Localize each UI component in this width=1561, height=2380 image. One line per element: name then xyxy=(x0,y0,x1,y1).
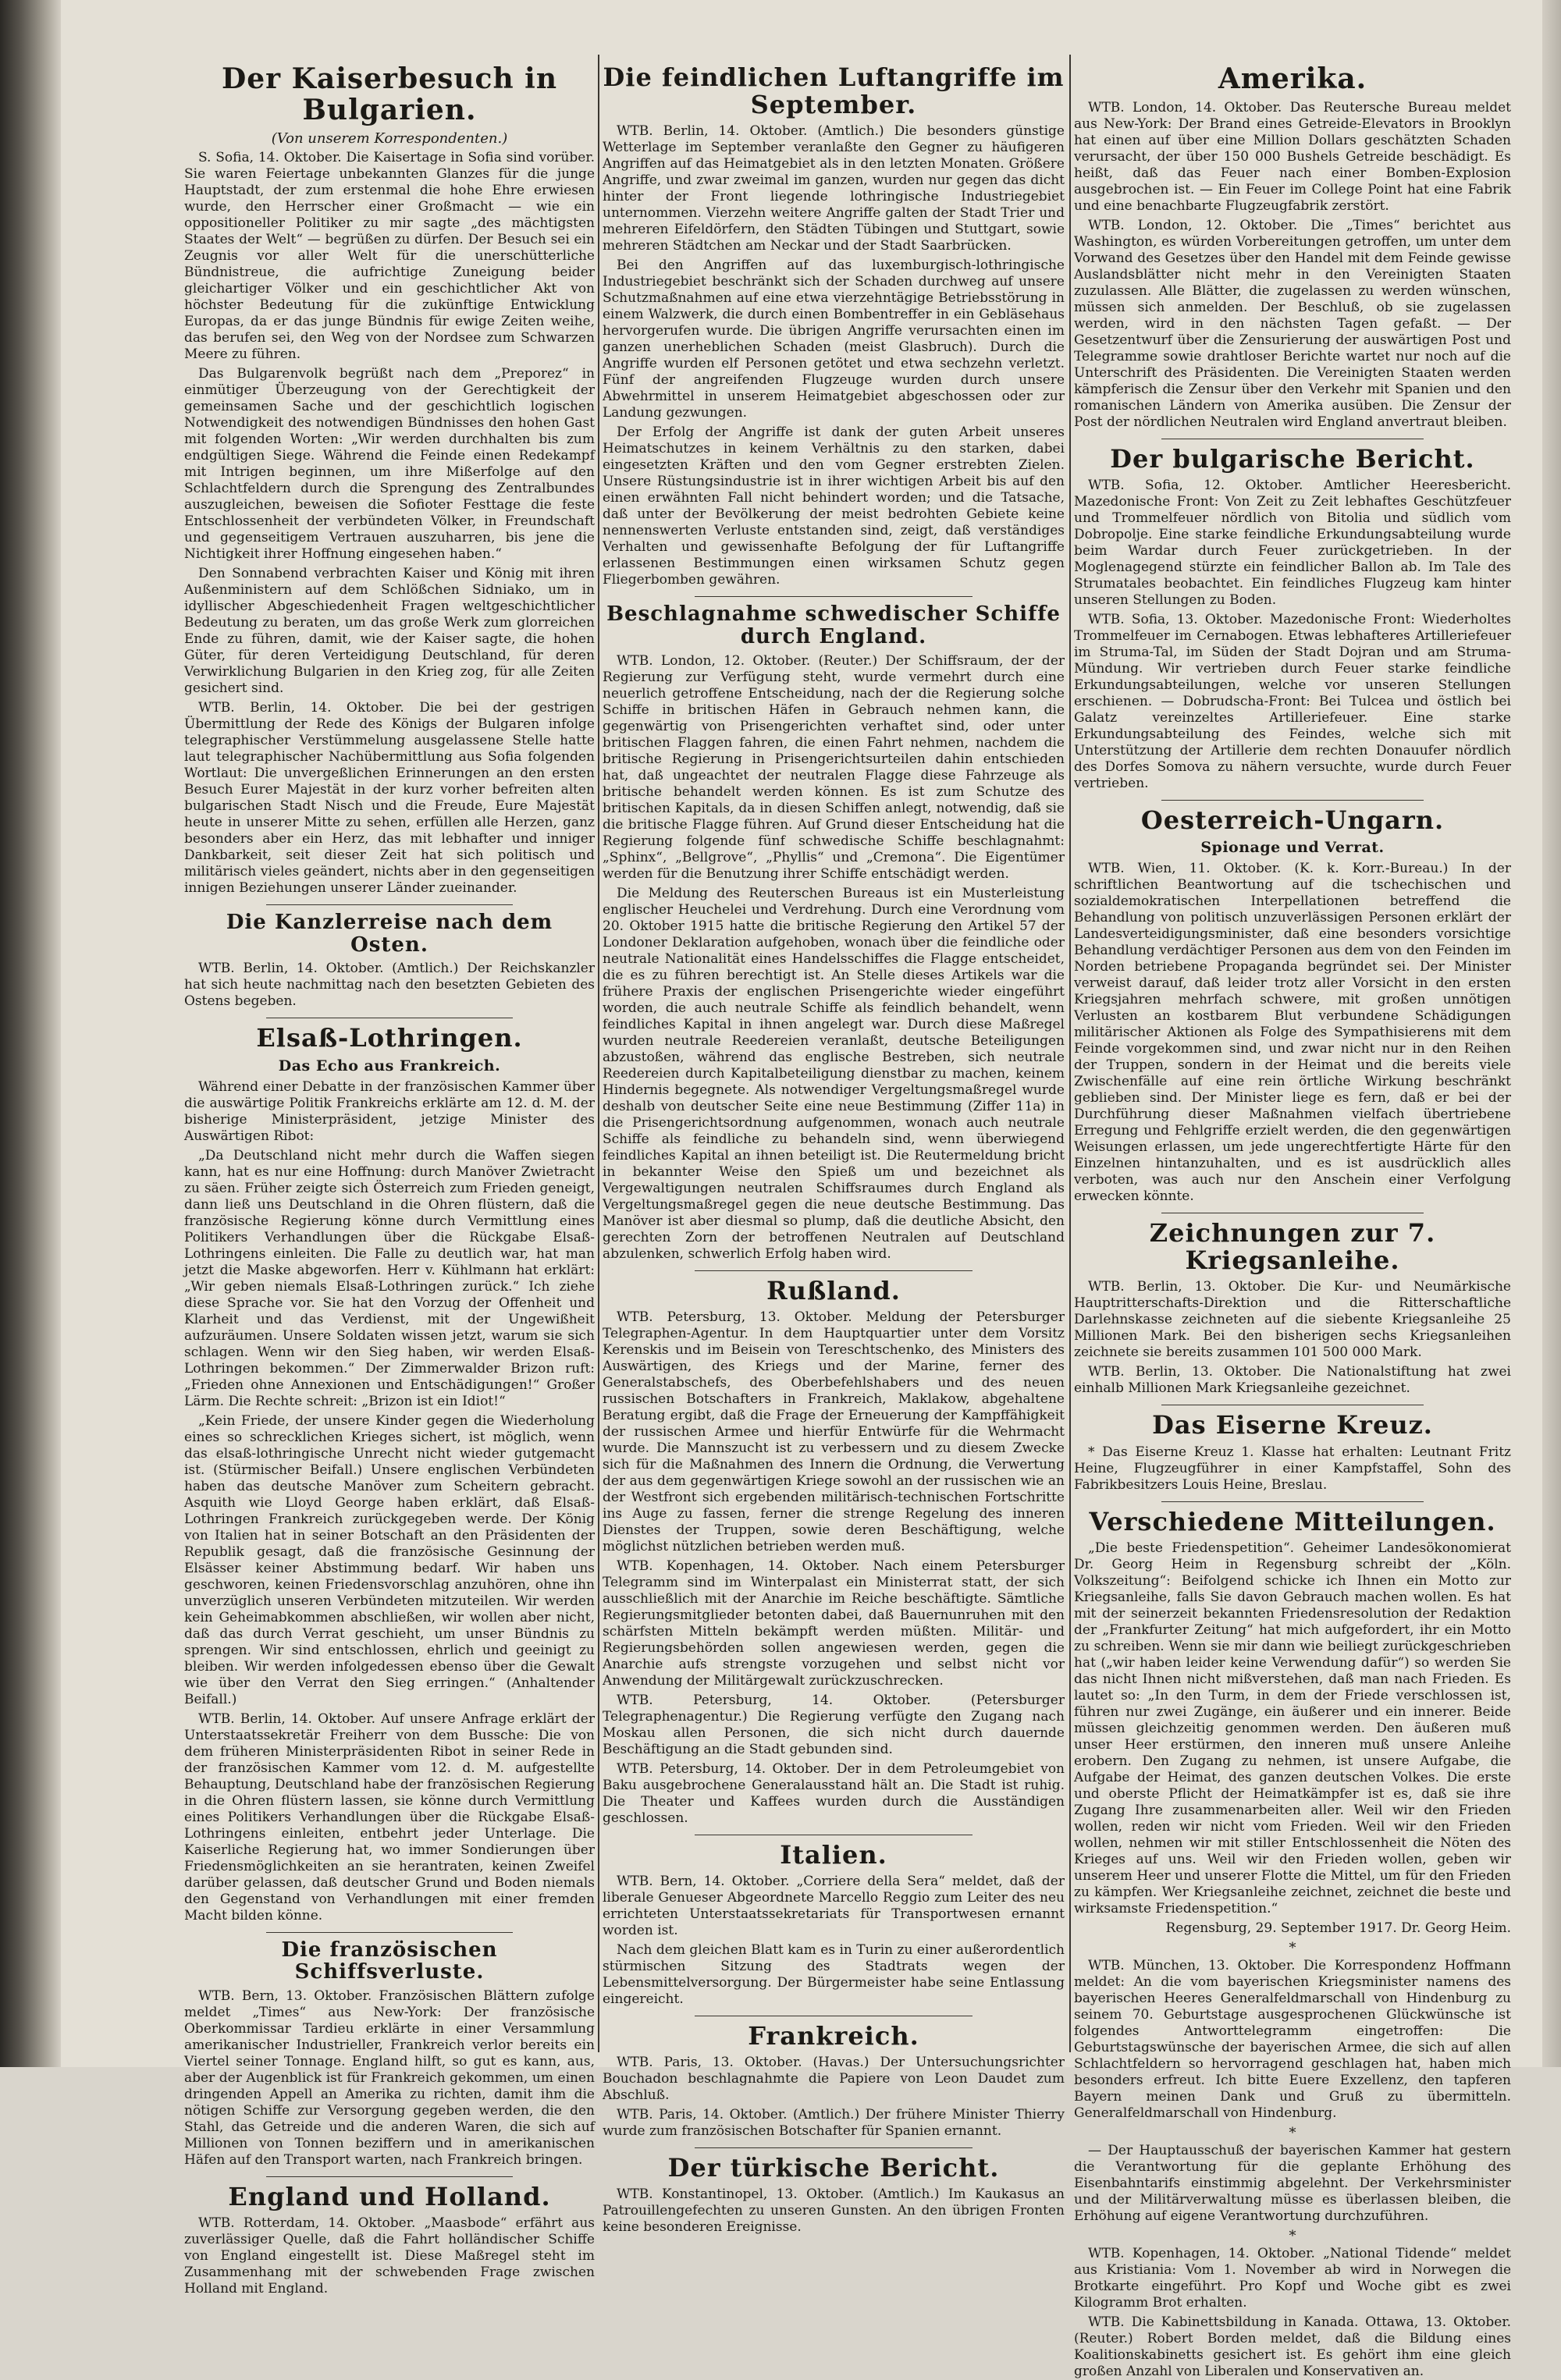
article-divider xyxy=(1161,1501,1424,1502)
star-separator: * xyxy=(1289,2124,1296,2141)
page-edge xyxy=(1542,0,1561,2067)
article-amerika xyxy=(1074,64,1511,431)
article-beschlagnahme xyxy=(603,603,1065,1262)
article-italien xyxy=(603,1839,1065,2008)
paragraph: WTB. Bern, 13. Oktober. Französischen Blättern zufolge meldet „Times“ aus New-York: Der französische Oberkommissar Tardieu erklärte in einer Versammlung amerikanischer Industrieller, Frankreich verlor bereits ein Viertel seiner Tonnage. England hilft, so gut es kann, aus, aber der Augenblick ist für Frankreich gekommen, um einen dringenden Appell an Amerika zu richten, damit ihm die nötigen Schiffe zur Versorgung gegeben werden, die den Stahl, das Getreide und die anderen Waren, die sich auf Millionen von Tonnen beziffern und in amerikanischen Häfen auf den Transport warten, nach Frankreich bringen. xyxy=(184,1987,595,2168)
paragraph: Das Bulgarenvolk begrüßt nach dem „Preporez“ in einmütiger Überzeugung von der Gerechtigkeit der gemeinsamen Sache und der geschichtlich logischen Notwendigkeit des notwendigen Bündnisses den hohen Gast mit folgenden Worten: „Wir werden durchhalten bis zum endgültigen Siege. Während die Feinde einen Redekampf mit Intrigen beginnen, um ihre Mißerfolge auf den Schlachtfeldern durch die Sprengung des Zentralbundes auszugleichen, beweisen die Sofioter Festtage die feste Entschlossenheit der verbündeten Völker, in Freundschaft und gegenseitigem Vertrauen auszuharren, bis jene die Nichtigkeit ihrer Hoffnung eingesehen haben.“ xyxy=(184,366,595,563)
article-heading: Der türkische Bericht. xyxy=(667,2153,1000,2183)
article-england-holland xyxy=(184,2183,595,2297)
paragraph: WTB. Berlin, 14. Oktober. Auf unsere Anfrage erklärt der Unterstaatssekretär Freiherr von dem Bussche: Die von dem früheren Ministerpräsidenten Ribot in seiner Rede in der französischen Kammer vom 12. d. M. aufgestellte Behauptung, Deutschland habe der französischen Regierung in die Ohren flüstern lassen, sie könne durch Vermittlung eines Politikers Verhandlungen über die Rückgabe Elsaß-Lothringens einleiten, entbehrt jeder Unterlage. Die Kaiserliche Regierung hat, wo immer Sondierungen über Friedensmöglichkeiten an sie herantraten, keinen Zweifel darüber gelassen, daß deutscher Grund und Boden niemals den Gegenstand von Verhandlungen mit einer fremden Macht bilden könne. xyxy=(184,1710,595,1924)
paragraph: WTB. Sofia, 13. Oktober. Mazedonische Front: Wiederholtes Trommelfeuer im Cernabogen. Etwas lebhafteres Artilleriefeuer im Struma-Tal, im Süden der Stadt Dojran und am Struma-Mündung. Wir vertrieben durch Feuer starke feindliche Erkundungsabteilungen, welche vor unseren Stellungen erschienen. — Dobrudscha-Front: Bei Tulcea und östlich bei Galatz vereinzeltes Artilleriefeuer. Eine starke Erkundungsabteilung des Feindes, welche sich mit Unterstützung der Artillerie dem rechten Donauufer nördlich des Dorfes Somova zu nähern versuchte, wurde durch Feuer vertrieben. xyxy=(1074,611,1511,791)
article-eisernes-kreuz xyxy=(1074,1412,1511,1493)
article-heading: England und Holland. xyxy=(228,2181,551,2211)
paragraph: WTB. London, 12. Oktober. (Reuter.) Der Schiffsraum, der der Regierung zur Verfügung steht, wurde vermehrt durch eine neuerlich getroffene Entscheidung, nach der die Regierung solche Schiffe in britischen Häfen in Gebrauch nehmen kann, die gegenwärtig von Prisengerichten verhaftet sind, oder unter britischen Flaggen fahren, die einen Fahrt nehmen, nachdem die britische Regierung in Prisengerichtsurteilen dahin entschieden hat, daß ungeachtet der neutralen Flagge diese Fahrzeuge als britische behandelt werden können. Es ist zum Schutze des britischen Kapitals, da in diesen Schiffen anlegt, notwendig, daß sie die britische Flagge führen. Auf Grund dieser Entscheidung hat die Regierung folgende fünf schwedische Schiffe beschlagnahmt: „Sphinx“, „Bellgrove“, „Phyllis“ und „Cremona“. Die Eigentümer werden für die Benutzung ihrer Schiffe entschädigt werden. xyxy=(603,652,1065,882)
star-separator: * xyxy=(1289,2227,1296,2244)
paragraph: — Der Hauptausschuß der bayerischen Kammer hat gestern die Verantwortung für die geplante Erhöhung des Eisenbahntarifs einstimmig abgelehnt. Der Verkehrsminister und der Militärverwaltung müsse es überlassen bleiben, die Erhöhung auf eigene Verantwortung durchzuführen. xyxy=(1074,2142,1511,2224)
paragraph: Den Sonnabend verbrachten Kaiser und König mit ihren Außenministern auf dem Schlößchen Sidniako, um in idyllischer Abgeschiedenheit Fragen weltgeschichtlicher Bedeutung zu beraten, um das große Werk zum glorreichen Ende zu führen, damit, wie der Kaiser sagte, die hohen Güter, für deren Verteidigung Deutschland, für deren Verwirklichung Bulgarien in den Krieg zog, für alle Zeiten gesichert sind. xyxy=(184,566,595,697)
article-luftangriffe xyxy=(603,64,1065,588)
article-divider xyxy=(266,1932,513,1933)
article-bulgarischer-bericht xyxy=(1074,443,1511,792)
article-kanzlerreise xyxy=(184,911,595,1010)
paragraph: WTB. Petersburg, 14. Oktober. (Petersburger Telegraphenagentur.) Die Regierung verfügte den Zugang nach Moskau allen Personen, die sich nicht durch dauernde Beschäftigung an die Stadt gebunden sind. xyxy=(603,1692,1065,1757)
article-elsass-lothringen xyxy=(184,1025,595,1924)
paragraph: „Kein Friede, der unsere Kinder gegen die Wiederholung eines so schrecklichen Krieges sichert, ist möglich, wenn das elsaß-lothringische Unrecht nicht wieder gutgemacht ist. (Stürmischer Beifall.) Unsere englischen Verbündeten haben das deutsche Manöver zum Scheitern gebracht. Asquith wie Lloyd George haben erklärt, daß Elsaß-Lothringen Frankreich zurückgegeben werde. Der König von Italien hat in seiner Botschaft an den Präsidenten der Republik gesagt, daß die französische Gesinnung der Elsässer keiner Abstimmung bedarf. Wir haben uns geschworen, keinen Friedensvorschlag anzuhören, ohne ihn unverzüglich unseren Verbündeten mitzuteilen. Wir werden kein Geheimabkommen abschließen, wir wollen aber nicht, daß das durch Verrat geschieht, um unser Bündnis zu sprengen. Wir sind entschlossen, ehrlich und geeinigt zu bleiben. Wir werden infolgedessen ebenso über die Gewalt wie über den Verrat den Sieg erringen.“ (Anhaltender Beifall.) xyxy=(184,1412,595,1707)
paragraph: WTB. Rotterdam, 14. Oktober. „Maasbode“ erfährt aus zuverlässiger Quelle, daß die Fahrt holländischer Schiffe von England eingestellt ist. Diese Maßregel steht im Zusammenhang mit der schwebenden Frage zwischen Holland mit England. xyxy=(184,2215,595,2297)
article-divider xyxy=(695,1270,972,1271)
article-oesterreich-ungarn xyxy=(1074,807,1511,1205)
article-divider xyxy=(266,904,513,905)
article-heading: Zeichnungen zur 7. Kriegsanleihe. xyxy=(1149,1217,1436,1276)
star-separator: * xyxy=(1289,1939,1296,1956)
paragraph: WTB. London, 12. Oktober. Die „Times“ berichtet aus Washington, es würden Vorbereitungen getroffen, um unter dem Vorwand des Gesetzes über den Handel mit dem Feinde gewisse Auslandsblätter nicht mehr in den Vereinigten Staaten zuzulassen. Alle Blätter, die zugelassen zu werden wünschen, müssen sich anmelden. Der Beschluß, ob sie zugelassen werden, wird in den nächsten Tagen gefaßt. — Der Gesetzentwurf über die Zensurierung der auswärtigen Post und Telegramme sowie drahtloser Berichte wartet nur noch auf die Unterschrift des Präsidenten. Die Vereinigten Staaten werden kämpferisch die Zensur über den Verkehr mit Spanien und den romanischen Ländern von Amerika ausüben. Die Zensur der Post der nördlichen Neutralen wird England anvertraut bleiben. xyxy=(1074,217,1511,430)
article-verschiedene-mitteilungen xyxy=(1074,1508,1511,2380)
article-heading: Elsaß-Lothringen. xyxy=(256,1023,523,1053)
article-subheading: (Von unserem Korrespondenten.) xyxy=(271,130,508,147)
paragraph: Nach dem gleichen Blatt kam es in Turin zu einer außerordentlich stürmischen Sitzung des Stadtrats wegen der Lebensmittelversorgung. Der Bürgermeister habe seine Entlassung eingereicht. xyxy=(603,1941,1065,2007)
paragraph: „Die beste Friedenspetition“. Geheimer Landesökonomierat Dr. Georg Heim in Regensburg schreibt der „Köln. Volkszeitung“: Beifolgend schicke ich Ihnen ein Motto zur Kriegsanleihe, falls Sie davon Gebrauch machen wollen. Es hat mit der seinerzeit bekannten Friedensresolution der Redaktion der „Frankfurter Zeitung“ hat mich aufgefordert, ihr ein Motto zu schreiben. Wenn sie mir dann wie beiliegt zurückgeschrieben hat („wir haben leider keine Verwendung dafür“) so werden Sie das nicht Ihnen nicht mißverstehen, daß man nach Frieden. Es lautet so: „In den Turm, in dem der Friede verschlossen ist, führen nur zwei Zugänge, ein äußerer und ein innerer. Beide müssen gleichzeitig genommen werden. Den äußeren muß unser Heer erstürmen, den inneren muß unsere Anleihe erobern. Den Zugang zu nehmen, ist unsere Aufgabe, die Aufgabe der Heimat, des ganzen deutschen Volkes. Die erste und oberste Pflicht der Heimatkämpfer ist es, daß sie ihre Zugang Ihre zusammenarbeiten aller. Weil wir den Frieden wollen, reden wir nicht vom Frieden. Weil wir den Frieden wollen, nehmen wir mit stiller Entschlossenheit die Nöten des Krieges auf uns. Weil wir den Frieden wollen, geben wir unserem Heer und unserer Flotte die Mittel, um für den Frieden zu kämpfen. Wer Kriegsanleihe zeichnet, zeichnet die beste und wirksamste Friedenspetition.“ xyxy=(1074,1540,1511,1916)
article-heading: Beschlagnahme schwedischer Schiffe durch England. xyxy=(606,602,1061,648)
paragraph: S. Sofia, 14. Oktober. Die Kaisertage in Sofia sind vorüber. Sie waren Feiertage unbekannten Glanzes für die junge Hauptstadt, der zum erstenmal die hohe Ehre erwiesen wurde, den Herrscher einer Großmacht — wie ein oppositioneller Politiker zu mir sagte „des mächtigsten Staates der Welt“ — begrüßen zu dürfen. Der Besuch sei ein Zeugnis vor aller Welt für die unerschütterliche Bündnistreue, die aufrichtige Zuneigung beider gleichartiger Völker und ein geschichtlicher Akt von höchster Bedeutung für die zukünftige Entwicklung Europas, da er das junge Bündnis für ewige Zeiten weihe, das berufen sei, den Weg von der Nordsee zum Schwarzen Meere zu führen. xyxy=(184,150,595,363)
article-divider xyxy=(695,596,972,597)
paragraph: WTB. Petersburg, 13. Oktober. Meldung der Petersburger Telegraphen-Agentur. In dem Hauptquartier unter dem Vorsitz Kerenskis und im Beisein von Tereschtschenko, des Ministers des Auswärtigen, des Kriegs und der Marine, ferner des Generalstabschefs, des Oberbefehlshabers und des neuen russischen Botschafters in Frankreich, Maklakow, abgehaltene Beratung ergibt, daß die Frage der Erneuerung der Kampffähigkeit der russischen Armee und hierfür Entwürfe für die Wehrmacht wurde. Die Mannszucht ist zu verbessern und zu diesem Zwecke sich für die Maßnahmen des Innern die Ordnung, die Verwertung der aus dem gegenwärtigen Kriege sowohl an der russischen wie an der Westfront sich ergebenden militärisch-technischen Fortschritte ins Auge zu fassen, ferner die strenge Regelung des inneren Dienstes der Truppen, sowie deren Beschäftigung, welche möglichst nützlichen betrieben werden muß. xyxy=(603,1309,1065,1554)
article-divider xyxy=(1161,800,1424,801)
article-divider xyxy=(695,2147,972,2148)
paragraph: WTB. London, 14. Oktober. Das Reutersche Bureau meldet aus New-York: Der Brand eines Getreide-Elevators in Brooklyn hat einen auf über eine Million Dollars geschätzten Schaden verursacht, der über 150 000 Bushels Getreide beschädigt. Es heißt, daß das Feuer nach einer Bomben-Explosion ausgebrochen ist. — Ein Feuer im College Point hat eine Fabrik und eine benachbarte Flugzeugfabrik zerstört. xyxy=(1074,99,1511,214)
paragraph: WTB. Die Kabinettsbildung in Kanada. Ottawa, 13. Oktober. (Reuter.) Robert Borden meldet, daß die Bildung eines Koalitionskabinetts gesichert ist. Es gehört ihm eine gleich großen Anzahl von Liberalen und Konservativen an. xyxy=(1074,2314,1511,2379)
paragraph: Während einer Debatte in der französischen Kammer über die auswärtige Politik Frankreichs erklärte am 12. d. M. der bisherige Ministerpräsident, jetzige Minister des Auswärtigen Ribot: xyxy=(184,1078,595,1144)
article-heading: Der bulgarische Bericht. xyxy=(1110,443,1475,474)
paragraph: WTB. Konstantinopel, 13. Oktober. (Amtlich.) Im Kaukasus an Patrouillengefechten zu unseren Gunsten. An den übrigen Fronten keine besonderen Ereignisse. xyxy=(603,2186,1065,2236)
article-tuerkischer-bericht xyxy=(603,2154,1065,2236)
article-heading: Das Eiserne Kreuz. xyxy=(1152,1410,1433,1440)
column-3 xyxy=(1074,61,1511,2379)
article-heading: Amerika. xyxy=(1218,62,1367,95)
article-heading: Italien. xyxy=(780,1839,887,1870)
article-divider xyxy=(266,2176,513,2177)
paragraph: WTB. Kopenhagen, 14. Oktober. Nach einem Petersburger Telegramm sind im Winterpalast ein Ministerrat statt, der sich ausschließlich mit der Anarchie im Reiche beschäftigte. Sämtliche Regierungsmitglieder betonten dabei, daß Bauernunruhen mit den schärfsten Mitteln bekämpft werden müßten. Militär- und Regierungsbehörden sollen angewiesen werden, gegen die Anarchie aufs strengste vorzugehen und selbst nicht vor Anwendung der Militärgewalt zurückzuschrecken. xyxy=(603,1558,1065,1689)
paragraph: WTB. Wien, 11. Oktober. (K. k. Korr.-Bureau.) In der schriftlichen Beantwortung auf die tschechischen und sozialdemokratischen Interpellationen betreffend die Behandlung von politisch unzuverlässigen Personen erklärt der Landesverteidigungsminister, daß eine besonders vorsichtige Behandlung verdächtiger Personen aus dem von den Feinden im Norden betriebene Propaganda begründet sei. Der Minister verweist darauf, daß leider trotz aller Vorsicht in den ersten Kriegsjahren mehrfach schwere, mit großen unnötigen Verlusten an kostbarem Blut verbundene Schädigungen militärischer Aktionen als Folge des Sympathisierens mit dem Feinde vorgekommen sind, und zwar nicht nur in den Reihen der Truppen, sondern in der Heimat und die bereits viele Zwischenfälle auf eine rein örtliche Wirkung beschränkt geblieben sind. Der Minister liege es fern, daß er bei der Durchführung dieser Maßnahmen vielfach übertriebene Erregung und Fehlgriffe erzielt werden, die den gegenwärtigen Weisungen erlassen, um jede ungerechtfertigte Härte für den Einzelnen hintanzuhalten, und es ist ausdrücklich alles verboten, was auch nur den Anschein einer Verfolgung erwecken könnte. xyxy=(1074,860,1511,1204)
paragraph: Die Meldung des Reuterschen Bureaus ist ein Musterleistung englischer Heuchelei und Verdrehung. Durch eine Verordnung vom 20. Oktober 1915 hatte die britische Regierung den Artikel 57 der Londoner Deklaration aufgehoben, wonach über die feindliche oder neutrale Nationalität eines Handelsschiffes die Flagge entscheidet, die es zu führen berechtigt ist. An Stelle dieses Artikels war die frühere Praxis der englischen Prisengerichte wieder eingeführt worden, die auch neutrale Schiffe als feindlich behandelt, wenn feindliches Kapital in ihnen angelegt war. Durch diese Maßregel wurden neutrale Reedereien veranlaßt, deutsche Beteiligungen abzustoßen, während das englische Bestreben, sich neutrale Reedereien durch Kapitalbeteiligung dienstbar zu machen, keinem Hindernis begegnete. Als notwendiger Vergeltungsmaßregel wurde deshalb von deutscher Seite eine neue Bestimmung (Ziffer 11a) in die Prisengerichtsordnung aufgenommen, wonach auch neutrale Schiffe als feindliche zu behandeln sind, wenn überwiegend feindliches Kapital an ihnen beteiligt ist. Die Reutermeldung bricht in bekannter Weise den Spieß um und bezeichnet als Vergewaltigungen neutralen Schiffsraumes durch England als Vergeltungsmaßregel gegen die neue deutsche Bestimmung. Das Manöver ist aber diesmal so plump, daß die deutliche Absicht, den gerechten Zorn der betroffenen Neutralen auf Deutschland abzulenken, schwerlich Erfolg haben wird. xyxy=(603,885,1065,1262)
paragraph: WTB. Paris, 13. Oktober. (Havas.) Der Untersuchungsrichter Bouchadon beschlagnahmte die Papiere von Leon Daudet zum Abschluß. xyxy=(603,2055,1065,2104)
column-rule xyxy=(598,55,599,2052)
article-kaiserbesuch xyxy=(184,64,595,897)
article-heading: Der Kaiserbesuch in Bulgarien. xyxy=(221,62,558,126)
paragraph: WTB. Berlin, 13. Oktober. Die Kur- und Neumärkische Hauptritterschafts-Direktion und die Ritterschaftliche Darlehnskasse zeichneten auf die siebente Kriegsanleihe 25 Millionen Mark. Bei den bisherigen sechs Kriegsanleihen zeichnete sie bereits zusammen 101 500 000 Mark. xyxy=(1074,1279,1511,1361)
article-russland xyxy=(603,1277,1065,1827)
article-heading: Die feindlichen Luftangriffe im September. xyxy=(603,62,1065,120)
paragraph: WTB. Kopenhagen, 14. Oktober. „National Tidende“ meldet aus Kristiania: Vom 1. November ab wird in Norwegen die Brotkarte eingeführt. Pro Kopf und Woche gibt es zwei Kilogramm Brot erhalten. xyxy=(1074,2245,1511,2311)
book-gutter-shadow xyxy=(0,0,61,2067)
paragraph: Der Erfolg der Angriffe ist dank der guten Arbeit unseres Heimatschutzes in keinem Verhältnis zu den starken, dabei eingesetzten Kräften und den vom Gegner erstrebten Zielen. Unsere Rüstungsindustrie ist in ihrer wichtigen Arbeit bis auf den einen erwähnten Fall nicht behindert worden; und die Tatsache, daß unter der Bevölkerung der meist bedrohten Gebiete keine nennenswerten Verluste entstanden sind, zeigt, daß verständiges Verhalten und gewissenhafte Befolgung der für Luftangriffe erlassenen Bestimmungen einen wirksamen Schutz gegen Fliegerbomben gewähren. xyxy=(603,424,1065,588)
paragraph: WTB. Sofia, 12. Oktober. Amtlicher Heeresbericht. Mazedonische Front: Von Zeit zu Zeit lebhaftes Geschützfeuer und Trommelfeuer nördlich von Bitolia und südlich vom Dobropolje. Eine starke feindliche Erkundungsabteilung wurde beim Wardar durch Feuer zurückgetrieben. In der Moglenagegend stürzte ein feindlicher Ballon ab. Im Tale des Strumatales beobachtet. Ein feindliches Flugzeug kam hinter unseren Stellungen zu Boden. xyxy=(1074,477,1511,608)
paragraph: WTB. Paris, 14. Oktober. (Amtlich.) Der frühere Minister Thierry wurde zum französischen Botschafter für Spanien ernannt. xyxy=(603,2107,1065,2140)
paragraph: WTB. Berlin, 13. Oktober. Die Nationalstiftung hat zwei einhalb Millionen Mark Kriegsanleihe gezeichnet. xyxy=(1074,1364,1511,1397)
paragraph: WTB. Bern, 14. Oktober. „Corriere della Sera“ meldet, daß der liberale Genueser Abgeordnete Marcello Reggio zum Leiter des neu errichteten Unterstaatssekretariats für Transportwesen ernannt worden ist. xyxy=(603,1873,1065,1938)
article-heading: Oesterreich-Ungarn. xyxy=(1140,805,1445,835)
paragraph: WTB. Berlin, 14. Oktober. (Amtlich.) Die besonders günstige Wetterlage im September veranlaßte den Gegner zu häufigeren Angriffen auf das Heimatgebiet als in den letzten Monaten. Größere Angriffe, und zwar zweimal im ganzen, wurden nur gegen das dicht hinter der Front liegende lothringische Industriegebiet unternommen. Vierzehn weitere Angriffe galten der Stadt Trier und mehreren Eifeldörfern, den Städten Tübingen und Stuttgart, sowie mehreren Städtchen am Neckar und der Stadt Saarbrücken. xyxy=(603,123,1065,254)
paragraph: WTB. Berlin, 14. Oktober. Die bei der gestrigen Übermittlung der Rede des Königs der Bulgaren infolge telegraphischer Verstümmelung ausgelassene Stelle hatte laut telegraphischer Nachübermittlung aus Sofia folgenden Wortlaut: Die unvergeßlichen Erinnerungen an den ersten Besuch Eurer Majestät in der kurz vorher befreiten alten bulgarischen Stadt Nisch und die Freude, Eure Majestät heute in unserer Mitte zu sehen, erfüllen alle Herzen, ganz besonders aber ein Herz, das mit lebhafter und inniger Dankbarkeit, seit dieser Zeit hat sich politisch und militärisch vieles geändert, nichts aber in den gegenseitigen innigen Beziehungen unserer Länder zueinander. xyxy=(184,700,595,897)
paragraph: Bei den Angriffen auf das luxemburgisch-lothringische Industriegebiet beschränkt sich der Schaden durchweg auf unsere Schutzmaßnahmen auf eine etwa vierzehntägige Betriebsstörung in einem Walzwerk, die durch einen Bombentreffer in ein Gebläsehaus hervorgerufen wurde. Die übrigen Angriffe verursachten einen im ganzen unerheblichen Schaden (meist Glasbruch). Durch die Angriffe wurden elf Personen getötet und etwa sechzehn verletzt. Fünf der angreifenden Flugzeuge wurden durch unsere Abwehrmittel in unserem Heimatgebiet abgeschossen oder zur Landung gezwungen. xyxy=(603,258,1065,421)
column-2 xyxy=(603,61,1065,2236)
column-1 xyxy=(184,61,595,2297)
paragraph: * Das Eiserne Kreuz 1. Klasse hat erhalten: Leutnant Fritz Heine, Flugzeugführer in einer Kampfstaffel, Sohn des Fabrikbesitzers Louis Heine, Breslau. xyxy=(1074,1444,1511,1493)
article-frankreich xyxy=(603,2020,1065,2140)
paragraph: „Da Deutschland nicht mehr durch die Waffen siegen kann, hat es nur eine Hoffnung: durch Manöver Zwietracht zu säen. Früher zeigte sich Österreich zum Frieden geneigt, dann ließ uns Deutschland in die Ohren flüstern, daß die französische Regierung könne durch Vermittlung eines Politikers Verhandlungen über die Rückgabe Elsaß-Lothringens einleiten. Die Falle zu deutlich war, hat man jetzt die Maske abgeworfen. Herr v. Kühlmann hat erklärt: „Wir geben niemals Elsaß-Lothringen zurück.“ Ich ziehe diese Sprache vor. Sie hat den Vorzug der Offenheit und Klarheit und das Verdienst, mit der Ungewißheit aufzuräumen. Unsere Soldaten wissen jetzt, warum sie sich schlagen. Wenn wir den Sieg haben, wir werden Elsaß-Lothringen bekommen.“ Der Zimmerwalder Brizon ruft: „Frieden ohne Annexionen und Entschädigungen!“ Großer Lärm. Die Rechte schreit: „Brizon ist ein Idiot!“ xyxy=(184,1147,595,1409)
article-kriegsanleihe xyxy=(1074,1217,1511,1397)
signature: Regensburg, 29. September 1917. Dr. Georg Heim. xyxy=(1165,1920,1511,1936)
paragraph: WTB. München, 13. Oktober. Die Korrespondenz Hoffmann meldet: An die vom bayerischen Kriegsminister namens des bayerischen Heeres Generalfeldmarschall von Hindenburg zu seinem 70. Geburtstage ausgesprochenen Glückwünsche ist folgendes Antworttelegramm eingetroffen: Die Geburtstagswünsche der bayerischen Armee, die sich auf allen Schlachtfeldern so hervorragend geschlagen hat, haben mich besonders erfreut. Ich bitte Euere Exzellenz, den tapferen Bayern meinen Dank und Gruß zu übermitteln. Generalfeldmarschall von Hindenburg. xyxy=(1074,1957,1511,2121)
article-heading: Verschiedene Mitteilungen. xyxy=(1089,1506,1496,1536)
article-subheading: Das Echo aus Frankreich. xyxy=(278,1057,501,1075)
column-rule xyxy=(1069,55,1071,2052)
article-heading: Die französischen Schiffsverluste. xyxy=(281,1938,498,1984)
paragraph: WTB. Berlin, 14. Oktober. (Amtlich.) Der Reichskanzler hat sich heute nachmittag nach den besetzten Gebieten des Ostens begeben. xyxy=(184,961,595,1010)
article-heading: Die Kanzlerreise nach dem Osten. xyxy=(226,911,553,957)
paragraph: WTB. Petersburg, 14. Oktober. Der in dem Petroleumgebiet von Baku ausgebrochene Generalausstand hält an. Die Stadt ist ruhig. Die Theater und Kaffees wurden durch die Ausständigen geschlossen. xyxy=(603,1760,1065,1826)
article-heading: Frankreich. xyxy=(748,2020,919,2051)
article-subheading: Spionage und Verrat. xyxy=(1200,838,1385,856)
article-heading: Rußland. xyxy=(766,1275,901,1305)
article-schiffsverluste xyxy=(184,1939,595,2169)
